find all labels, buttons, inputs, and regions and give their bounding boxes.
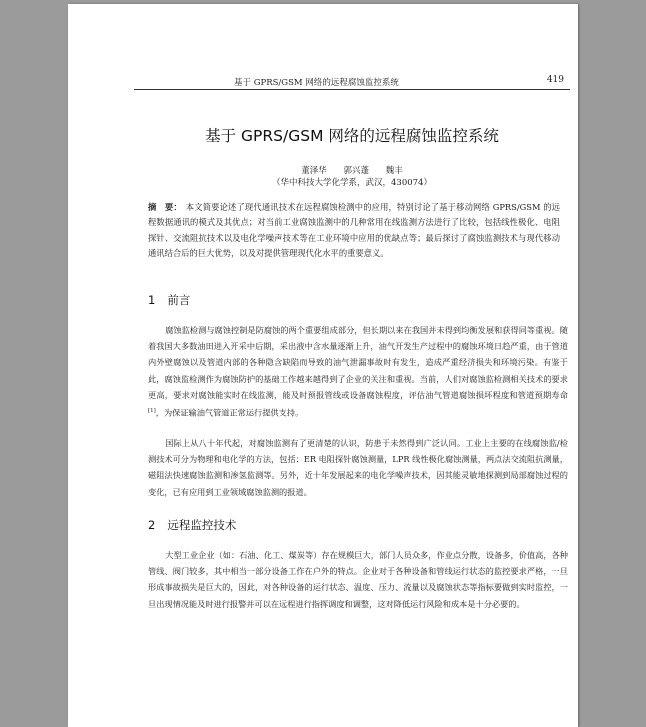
section-heading-intro [148,292,190,308]
paragraph-text: 腐蚀监检测与腐蚀控制是防腐蚀的两个重要组成部分，但长期以来在我国并未得到均衡发展和获得同等重视。随着我国大多数油田进入开采中后期，采出液中含水量逐渐上升，油气开发生产过程中的腐蚀环境日趋严重，由于管道内外壁腐蚀以及管道内部的各种隐含缺陷而导致的油气泄漏事故时有发生，造成严重经济损失和环境污染。有鉴于此，腐蚀监检测作为腐蚀防护的基础工作越来越得到了企业的关注和重视。当前，人们对腐蚀监检测相关技术的要求更高，要求对腐蚀能实时在线监测，能及时预报管线或设备腐蚀程度，评估油气管道腐蚀损坏程度和管道预期寿命 [148,325,568,400]
intro-paragraph-1 [148,322,568,421]
author: 郭兴蓬 [343,166,369,176]
page-number: 419 [546,75,564,85]
document-page [68,4,578,727]
paper-title: 基于 GPRS/GSM 网络的远程腐蚀监控系统 [205,127,499,145]
section-title: 前言 [167,293,191,307]
abstract-text: 本文简要论述了现代通讯技术在远程腐蚀检测中的应用，特别讨论了基于移动网络 GPRS/GSM 的远程数据通讯的模式及其优点；对当前工业腐蚀监测中的几种常用在线监测方法进行了比较，包括线性极化、电阻探针、交流阻抗技术以及电化学噪声技术等在工业环境中应用的优缺点等；最后探讨了腐蚀监测技术与现代移动通讯结合后的巨大优势，以及对提供管理现代化水平的重要意义。 [148,202,560,258]
affiliation: （华中科技大学化学系，武汉，430074） [272,178,432,188]
section-number: 2 [148,518,156,532]
paragraph-text: ，为保证输油气管道正常运行提供支持。 [155,407,304,418]
section-number: 1 [148,293,156,307]
abstract [148,200,560,261]
intro-paragraph-2: 国际上从八十年代起，对腐蚀监测有了更清楚的认识，防患于未然得到广泛认同。工业上主要的在线腐蚀监/检测技术可分为物理和电化学的方法，包括：ER 电阻探针腐蚀测量，LPR 线性极化腐蚀测量，两点法交流阻抗测量，磁阻法快速腐蚀监测和渗氢监测等。另外，近十年发展起来的电化学噪声技术，因其能灵敏地探测到局部腐蚀过程的变化，已有应用到工业领域腐蚀监测的报道。 [148,438,568,497]
author-list [134,164,570,176]
author: 魏丰 [385,166,403,176]
citation-ref: [1] [148,408,156,415]
remote-paragraph-1: 大型工业企业（如：石油、化工、煤炭等）存在规模巨大，部门人员众多，作业点分散，设备多，价值高，各种管线、阀门较多，其中相当一部分设备工作在户外的特点。企业对于各种设备和管线运行状态的监控要求严格，一旦形成事故损失是巨大的，因此，对各种设备的运行状态、温度、压力、流量以及腐蚀状态等指标要做到实时监控，一旦出现情况能及时进行报警并可以在远程进行指挥调度和调整，这对降低运行风险和成本是十分必要的。 [148,550,568,609]
running-title: 基于 GPRS/GSM 网络的远程腐蚀监控系统 [234,78,399,88]
author: 董泽华 [301,166,327,176]
running-header [134,76,570,90]
abstract-label: 摘 要： [148,202,182,212]
section-heading-remote [148,517,236,533]
section-title: 远程监控技术 [167,518,237,532]
